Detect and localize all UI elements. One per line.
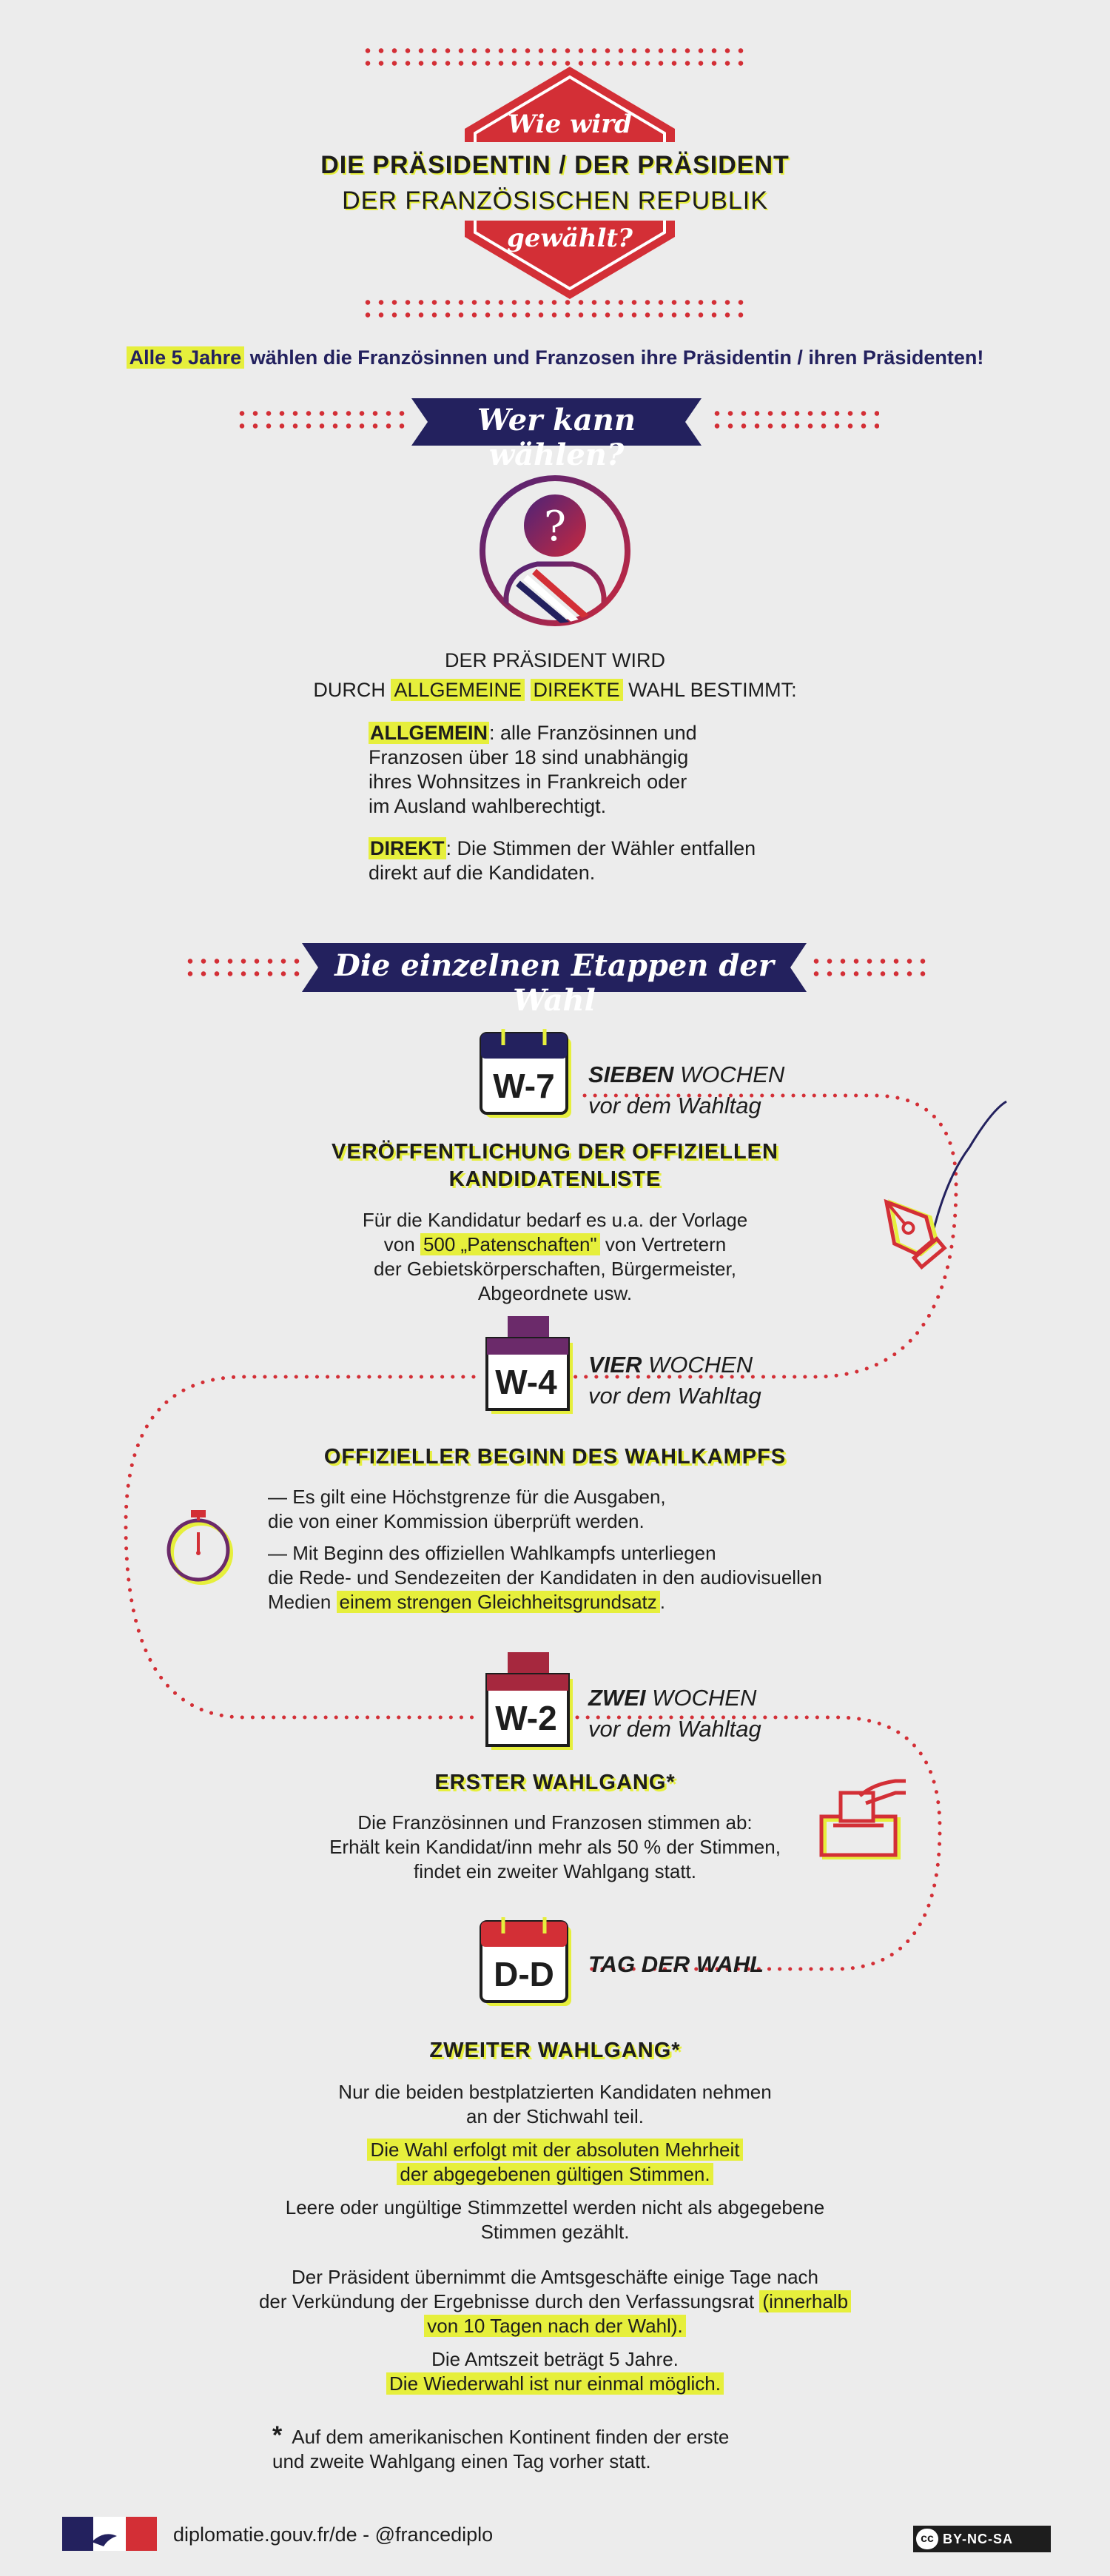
step3-when-bold: ZWEI bbox=[588, 1685, 646, 1711]
step1-when-bold: SIEBEN bbox=[588, 1061, 674, 1087]
step4-highlight-block bbox=[148, 2138, 962, 2187]
step2-text-4: die Rede- und Sendezeiten der Kandidaten in den audiovisuellen bbox=[268, 1566, 822, 1589]
step3-text-1: Die Französinnen und Franzosen stimmen ab: bbox=[357, 1811, 753, 1834]
footnote-text-2: und zweite Wahlgang einen Tag vorher statt. bbox=[272, 2450, 651, 2472]
step2-text-1: — Es gilt eine Höchstgrenze für die Ausgaben, bbox=[268, 1486, 666, 1508]
step4-text-2: an der Stichwahl teil. bbox=[466, 2105, 644, 2127]
step4-when bbox=[588, 1951, 884, 1978]
step1-patenschaften: 500 „Patenschaften" bbox=[420, 1233, 600, 1255]
step2-when-rest: WOCHEN bbox=[648, 1352, 753, 1378]
intro-line bbox=[0, 346, 1110, 369]
footnote bbox=[272, 2421, 909, 2474]
creative-commons-icon: cc bbox=[916, 2529, 938, 2549]
question-person-icon bbox=[477, 472, 633, 629]
step4-text-6 bbox=[148, 2290, 962, 2314]
title-line-2: DIE PRÄSIDENTIN / DER PRÄSIDENT bbox=[320, 151, 790, 179]
step4-hl-1: Die Wahl erfolgt mit der absoluten Mehrheit bbox=[367, 2139, 742, 2161]
step2-when-bold: VIER bbox=[588, 1352, 642, 1378]
header-dots-bottom bbox=[361, 296, 749, 321]
footnote-text-1: Auf dem amerikanischen Kontinent finden der erste bbox=[292, 2426, 730, 2448]
direkt-term: DIREKT bbox=[370, 837, 445, 859]
badge-w2: W-2 bbox=[495, 1699, 557, 1737]
title-gewaehlt: gewählt? bbox=[507, 224, 633, 253]
step1-text-3: der Gebietskörperschaften, Bürgermeister, bbox=[374, 1258, 736, 1280]
step1-title-1: VERÖFFENTLICHUNG DER OFFIZIELLEN bbox=[332, 1140, 778, 1164]
title-wie-wird: Wie wird bbox=[508, 110, 632, 139]
step1-when bbox=[588, 1061, 855, 1119]
allgemein-text-2: Franzosen über 18 sind unabhängig bbox=[369, 746, 689, 768]
section2-banner: Die einzelnen Etappen der Wahl bbox=[334, 948, 774, 1018]
section1-lead-2 bbox=[222, 678, 888, 702]
license-text: BY-NC-SA bbox=[943, 2531, 1014, 2546]
step4-text-6-pre: der Verkündung der Ergebnisse durch den Verfassungsrat bbox=[258, 2290, 755, 2312]
step4-text-5: Der Präsident übernimmt die Amtsgeschäfte einige Tage nach bbox=[291, 2266, 819, 2288]
step4-text bbox=[148, 2080, 962, 2396]
allgemein-text-4: im Ausland wahlberechtigt. bbox=[369, 795, 607, 817]
step4-text-1: Nur die beiden bestplatzierten Kandidaten nehmen bbox=[338, 2081, 772, 2103]
step3-text-3: findet ein zweiter Wahlgang statt. bbox=[413, 1860, 696, 1882]
badge-w7: W-7 bbox=[493, 1067, 555, 1105]
intro-text: wählen die Französinnen und Franzosen ihre Präsidentin / ihren Präsidenten! bbox=[249, 346, 984, 369]
stopwatch-icon bbox=[160, 1507, 237, 1589]
badge-dd: D-D bbox=[494, 1955, 554, 1993]
step4-text-3: Leere oder ungültige Stimmzettel werden nicht als abgegebene bbox=[285, 2196, 825, 2218]
step1-text-4: Abgeordnete usw. bbox=[477, 1282, 633, 1304]
footer-site[interactable]: diplomatie.gouv.fr/de - @francediplo bbox=[173, 2523, 494, 2546]
step2-text-5-post: . bbox=[659, 1591, 665, 1613]
step3-text-2: Erhält kein Kandidat/inn mehr als 50 % der Stimmen, bbox=[329, 1836, 781, 1858]
footnote-star: * bbox=[272, 2421, 283, 2449]
direkt-definition bbox=[369, 836, 872, 885]
section2-dots-left bbox=[184, 955, 302, 980]
step2-when bbox=[588, 1352, 855, 1409]
step3-when-line2: vor dem Wahltag bbox=[588, 1716, 761, 1742]
direkt-text-1: : Die Stimmen der Wähler entfallen bbox=[445, 837, 756, 859]
marianne-logo-icon bbox=[62, 2517, 157, 2551]
section1-dots-right bbox=[710, 407, 879, 432]
step1-when-line2: vor dem Wahltag bbox=[588, 1093, 761, 1118]
step4-text-6-hl: (innerhalb bbox=[759, 2290, 851, 2312]
section1-dots-left bbox=[235, 407, 406, 432]
step2-title: OFFIZIELLER BEGINN DES WAHLKAMPFS bbox=[323, 1445, 787, 1469]
section1-lead-1: DER PRÄSIDENT WIRD bbox=[444, 649, 666, 671]
lead-post: WAHL BESTIMMT: bbox=[628, 679, 797, 701]
lead-pre: DURCH bbox=[313, 679, 386, 701]
step2-text-5 bbox=[268, 1590, 963, 1614]
step1-when-rest: WOCHEN bbox=[680, 1061, 785, 1087]
section2-dots-right bbox=[810, 955, 928, 980]
intro-highlight: Alle 5 Jahre bbox=[127, 346, 245, 369]
step3-when bbox=[588, 1685, 855, 1743]
step4-title: ZWEITER WAHLGANG* bbox=[429, 2039, 681, 2062]
step1-text bbox=[222, 1208, 888, 1306]
step2-text-2: die von einer Kommission überprüft werden. bbox=[268, 1510, 645, 1532]
step1-text-2-pre: von bbox=[383, 1233, 415, 1255]
step3-when-rest: WOCHEN bbox=[652, 1685, 757, 1711]
step2-text-3: — Mit Beginn des offiziellen Wahlkampfs unterliegen bbox=[268, 1542, 716, 1564]
step4-when-bold: TAG DER WAHL bbox=[588, 1951, 764, 1977]
allgemein-text-3: ihres Wohnsitzes in Frankreich oder bbox=[369, 771, 687, 793]
title-line-3: DER FRANZÖSISCHEN REPUBLIK bbox=[342, 187, 768, 215]
step4-text-9-hl: Die Wiederwahl ist nur einmal möglich. bbox=[386, 2372, 724, 2395]
step3-title: ERSTER WAHLGANG* bbox=[434, 1771, 676, 1794]
allgemein-definition bbox=[369, 721, 842, 819]
step1-title-2: KANDIDATENLISTE bbox=[448, 1167, 662, 1191]
license-badge bbox=[913, 2526, 1051, 2552]
lead-hl-direkte: DIREKTE bbox=[531, 679, 623, 701]
step4-text-8: Die Amtszeit beträgt 5 Jahre. bbox=[431, 2348, 679, 2370]
step2-text bbox=[268, 1485, 963, 1614]
allgemein-text-1: : alle Französinnen und bbox=[489, 722, 697, 744]
step2-gleichheit: einem strengen Gleichheitsgrundsatz bbox=[337, 1591, 660, 1613]
badge-w4: W-4 bbox=[495, 1363, 557, 1401]
step4-text-7-hl: von 10 Tagen nach der Wahl). bbox=[424, 2315, 685, 2337]
lead-hl-allgemeine: ALLGEMEINE bbox=[391, 679, 525, 701]
svg-text:?: ? bbox=[543, 503, 567, 551]
step4-text-4: Stimmen gezählt. bbox=[480, 2221, 630, 2243]
step1-text-1: Für die Kandidatur bedarf es u.a. der Vorlage bbox=[362, 1209, 748, 1231]
step1-text-2 bbox=[222, 1232, 888, 1257]
step4-hl-2: der abgegebenen gültigen Stimmen. bbox=[397, 2163, 713, 2185]
step3-text bbox=[222, 1811, 888, 1884]
section1-banner: Wer kann wählen? bbox=[477, 403, 636, 472]
allgemein-term: ALLGEMEIN bbox=[370, 722, 488, 744]
header-hexagon bbox=[459, 61, 681, 305]
step1-text-2-post: von Vertretern bbox=[605, 1233, 727, 1255]
step2-text-5-pre: Medien bbox=[268, 1591, 332, 1613]
step2-when-line2: vor dem Wahltag bbox=[588, 1383, 761, 1409]
direkt-text-2: direkt auf die Kandidaten. bbox=[369, 862, 596, 884]
